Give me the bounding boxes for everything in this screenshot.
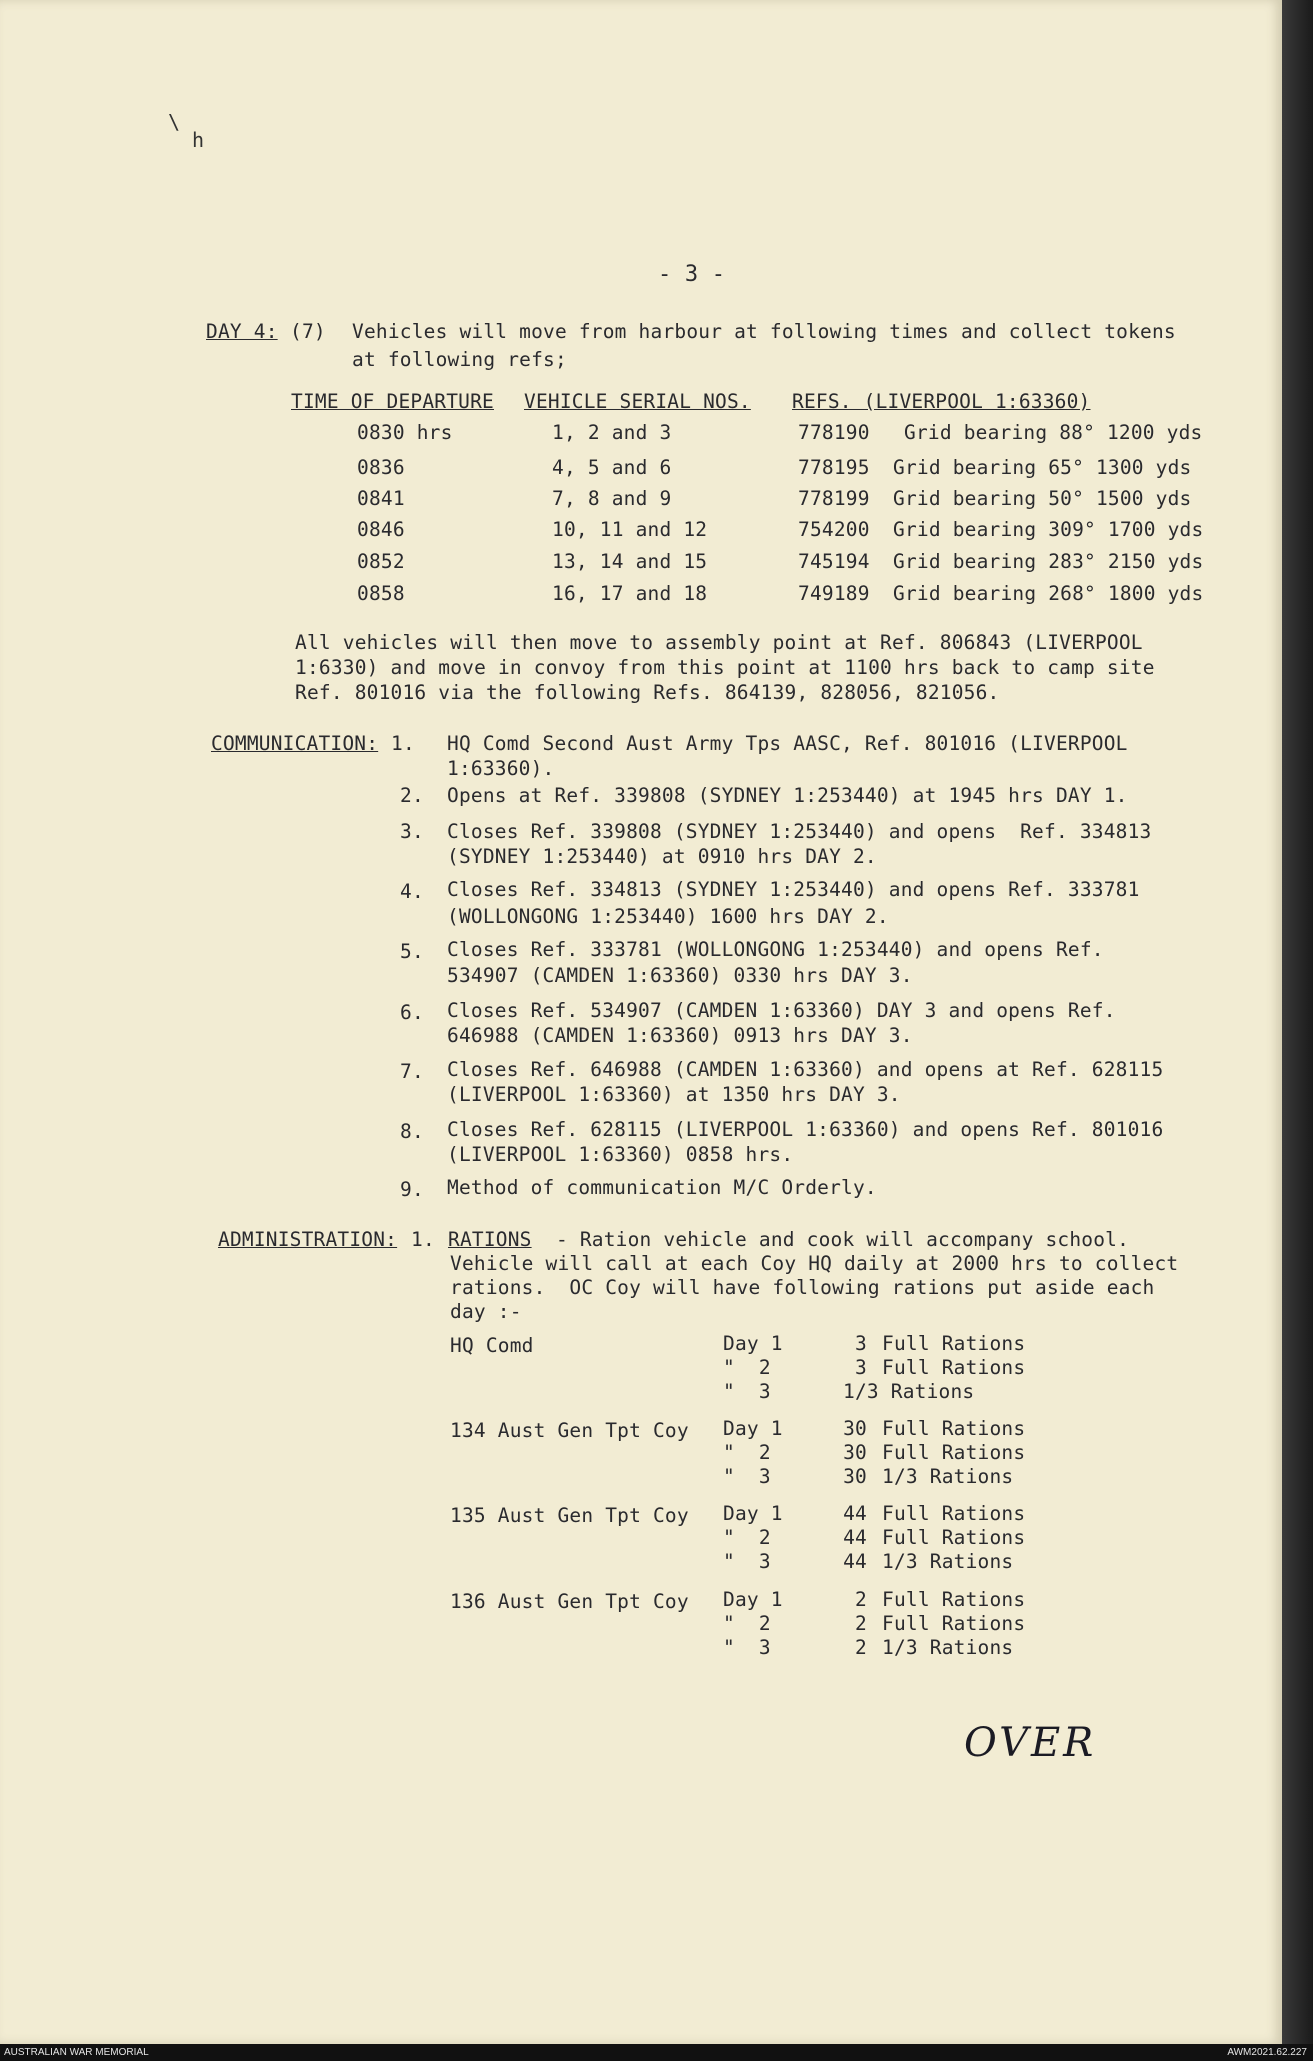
- header-time-of-departure: TIME OF DEPARTURE: [291, 390, 494, 413]
- departure-row: [0, 552, 1282, 576]
- vehicle-serials: 7, 8 and 9: [552, 487, 672, 510]
- ration-unit: 136 Aust Gen Tpt Coy: [450, 1590, 689, 1613]
- grid-bearing: Grid bearing 65° 1300 yds: [893, 456, 1192, 479]
- grid-ref: 745194: [798, 550, 870, 573]
- communication-item-number: 4.: [400, 880, 424, 903]
- ration-qty: 2: [855, 1636, 867, 1659]
- scan-background-edge: [1282, 0, 1313, 2044]
- ration-qty: 3: [855, 1332, 867, 1355]
- administration-label: ADMINISTRATION:: [218, 1228, 398, 1251]
- communication-item-number: 3.: [400, 820, 424, 843]
- communication-item-text: Closes Ref. 339808 (SYDNEY 1:253440) and opens Ref. 334813: [447, 820, 1152, 843]
- ration-kind: Full Rations: [882, 1526, 1026, 1549]
- grid-bearing: Grid bearing 283° 2150 yds: [893, 550, 1204, 573]
- departure-row: [0, 423, 1282, 447]
- grid-bearing: Grid bearing 309° 1700 yds: [893, 518, 1204, 541]
- communication-item-text: Method of communication M/C Orderly.: [447, 1176, 877, 1199]
- archive-footer: [0, 2044, 1313, 2061]
- ration-day: " 3: [723, 1380, 771, 1403]
- vehicle-serials: 10, 11 and 12: [552, 518, 708, 541]
- communication-item-text: 534907 (CAMDEN 1:63360) 0330 hrs DAY 3.: [447, 964, 913, 987]
- departure-time: 0858: [357, 582, 405, 605]
- corner-mark-1: \: [168, 110, 181, 134]
- rations-heading: RATIONS: [448, 1228, 532, 1251]
- ration-kind: Full Rations: [882, 1502, 1026, 1525]
- communication-item-text: (LIVERPOOL 1:63360) 0858 hrs.: [447, 1143, 794, 1166]
- communication-item-text: Closes Ref. 334813 (SYDNEY 1:253440) and opens Ref. 333781: [447, 878, 1140, 901]
- departure-time: 0830 hrs: [357, 421, 453, 444]
- grid-ref: 754200: [798, 518, 870, 541]
- ration-day: " 3: [723, 1465, 771, 1488]
- communication-item-text: 646988 (CAMDEN 1:63360) 0913 hrs DAY 3.: [447, 1024, 913, 1047]
- ration-day: " 2: [723, 1441, 771, 1464]
- ration-kind: 1/3 Rations: [882, 1465, 1014, 1488]
- ration-day: " 3: [723, 1636, 771, 1659]
- ration-kind: Full Rations: [882, 1612, 1026, 1635]
- ration-qty: 30: [843, 1465, 867, 1488]
- assembly-paragraph-line: Ref. 801016 via the following Refs. 864139, 828056, 821056.: [295, 681, 1000, 704]
- ration-day: Day 1: [723, 1502, 783, 1525]
- ration-unit: 134 Aust Gen Tpt Coy: [450, 1419, 689, 1442]
- ration-day: " 2: [723, 1612, 771, 1635]
- ration-kind: Full Rations: [882, 1441, 1026, 1464]
- communication-item-number: 9.: [400, 1178, 424, 1201]
- departure-time: 0836: [357, 456, 405, 479]
- grid-ref: 778190: [798, 421, 870, 444]
- ration-day: " 3: [723, 1550, 771, 1573]
- ration-unit: 135 Aust Gen Tpt Coy: [450, 1504, 689, 1527]
- communication-item-text: HQ Comd Second Aust Army Tps AASC, Ref. 801016 (LIVERPOOL: [447, 732, 1128, 755]
- ration-kind: Full Rations: [882, 1588, 1026, 1611]
- rations-text: rations. OC Coy will have following rations put aside each: [450, 1276, 1155, 1299]
- communication-item-text: (LIVERPOOL 1:63360) at 1350 hrs DAY 3.: [447, 1083, 901, 1106]
- day4-line-1: Vehicles will move from harbour at following times and collect tokens: [352, 320, 1176, 343]
- ration-kind: Full Rations: [882, 1332, 1026, 1355]
- grid-bearing: Grid bearing 88° 1200 yds: [904, 421, 1203, 444]
- footer-reference: AWM2021.62.227: [1227, 2047, 1307, 2058]
- departure-row: [0, 458, 1282, 482]
- departure-time: 0846: [357, 518, 405, 541]
- communication-item-text: Closes Ref. 646988 (CAMDEN 1:63360) and opens at Ref. 628115: [447, 1058, 1164, 1081]
- communication-item-number: 6.: [400, 1001, 424, 1024]
- ration-day: " 2: [723, 1356, 771, 1379]
- administration-item-number: 1.: [411, 1228, 435, 1251]
- communication-item-text: Opens at Ref. 339808 (SYDNEY 1:253440) at 1945 hrs DAY 1.: [447, 784, 1128, 807]
- ration-qty: 2: [855, 1612, 867, 1635]
- ration-qty: 44: [843, 1502, 867, 1525]
- page-number: - 3 -: [658, 262, 726, 287]
- ration-kind: 1/3 Rations: [882, 1636, 1014, 1659]
- ration-kind: 1/3 Rations: [882, 1550, 1014, 1573]
- rations-text: day :-: [450, 1300, 522, 1323]
- communication-item-number: 1.: [391, 732, 415, 755]
- day4-line-2: at following refs;: [352, 348, 567, 371]
- departure-row: [0, 520, 1282, 544]
- day4-label: DAY 4:: [206, 320, 278, 343]
- communication-item-text: Closes Ref. 628115 (LIVERPOOL 1:63360) and opens Ref. 801016: [447, 1118, 1164, 1141]
- ration-qty: 30: [843, 1441, 867, 1464]
- ration-kind: 1/3 Rations: [843, 1380, 975, 1403]
- header-refs: REFS. (LIVERPOOL 1:63360): [792, 390, 1091, 413]
- departure-time: 0841: [357, 487, 405, 510]
- ration-qty: 44: [843, 1550, 867, 1573]
- ration-day: Day 1: [723, 1332, 783, 1355]
- grid-ref: 778199: [798, 487, 870, 510]
- rations-text: - Ration vehicle and cook will accompany school.: [544, 1228, 1130, 1251]
- ration-day: " 2: [723, 1526, 771, 1549]
- ration-qty: 44: [843, 1526, 867, 1549]
- grid-bearing: Grid bearing 50° 1500 yds: [893, 487, 1192, 510]
- ration-unit: HQ Comd: [450, 1334, 534, 1357]
- departure-row: [0, 584, 1282, 608]
- vehicle-serials: 16, 17 and 18: [552, 582, 708, 605]
- ration-day: Day 1: [723, 1588, 783, 1611]
- communication-item-text: (SYDNEY 1:253440) at 0910 hrs DAY 2.: [447, 845, 877, 868]
- handwritten-over-note: OVER: [964, 1720, 1097, 1766]
- communication-item-number: 7.: [400, 1060, 424, 1083]
- communication-item-number: 8.: [400, 1120, 424, 1143]
- footer-institution: AUSTRALIAN WAR MEMORIAL: [4, 2047, 149, 2058]
- assembly-paragraph-line: All vehicles will then move to assembly point at Ref. 806843 (LIVERPOOL: [295, 631, 1143, 654]
- ration-kind: Full Rations: [882, 1417, 1026, 1440]
- ration-kind: Full Rations: [882, 1356, 1026, 1379]
- departure-time: 0852: [357, 550, 405, 573]
- ration-day: Day 1: [723, 1417, 783, 1440]
- communication-item-text: 1:63360).: [447, 757, 555, 780]
- header-vehicle-serial-nos: VEHICLE SERIAL NOS.: [524, 390, 751, 413]
- departure-row: [0, 489, 1282, 513]
- communication-item-number: 2.: [400, 784, 424, 807]
- communication-label: COMMUNICATION:: [211, 732, 379, 755]
- grid-ref: 778195: [798, 456, 870, 479]
- ration-qty: 3: [855, 1356, 867, 1379]
- ration-qty: 30: [843, 1417, 867, 1440]
- vehicle-serials: 13, 14 and 15: [552, 550, 708, 573]
- vehicle-serials: 4, 5 and 6: [552, 456, 672, 479]
- communication-item-text: Closes Ref. 534907 (CAMDEN 1:63360) DAY 3 and opens Ref.: [447, 999, 1116, 1022]
- corner-mark-2: h: [192, 128, 205, 152]
- grid-bearing: Grid bearing 268° 1800 yds: [893, 582, 1204, 605]
- ration-qty: 2: [855, 1588, 867, 1611]
- rations-text: Vehicle will call at each Coy HQ daily at 2000 hrs to collect: [450, 1252, 1179, 1275]
- grid-ref: 749189: [798, 582, 870, 605]
- day4-item-number: (7): [290, 320, 326, 343]
- communication-item-text: (WOLLONGONG 1:253440) 1600 hrs DAY 2.: [447, 905, 889, 928]
- assembly-paragraph-line: 1:6330) and move in convoy from this point at 1100 hrs back to camp site: [295, 656, 1155, 679]
- vehicle-serials: 1, 2 and 3: [552, 421, 672, 444]
- communication-item-text: Closes Ref. 333781 (WOLLONGONG 1:253440) and opens Ref.: [447, 938, 1104, 961]
- communication-item-number: 5.: [400, 940, 424, 963]
